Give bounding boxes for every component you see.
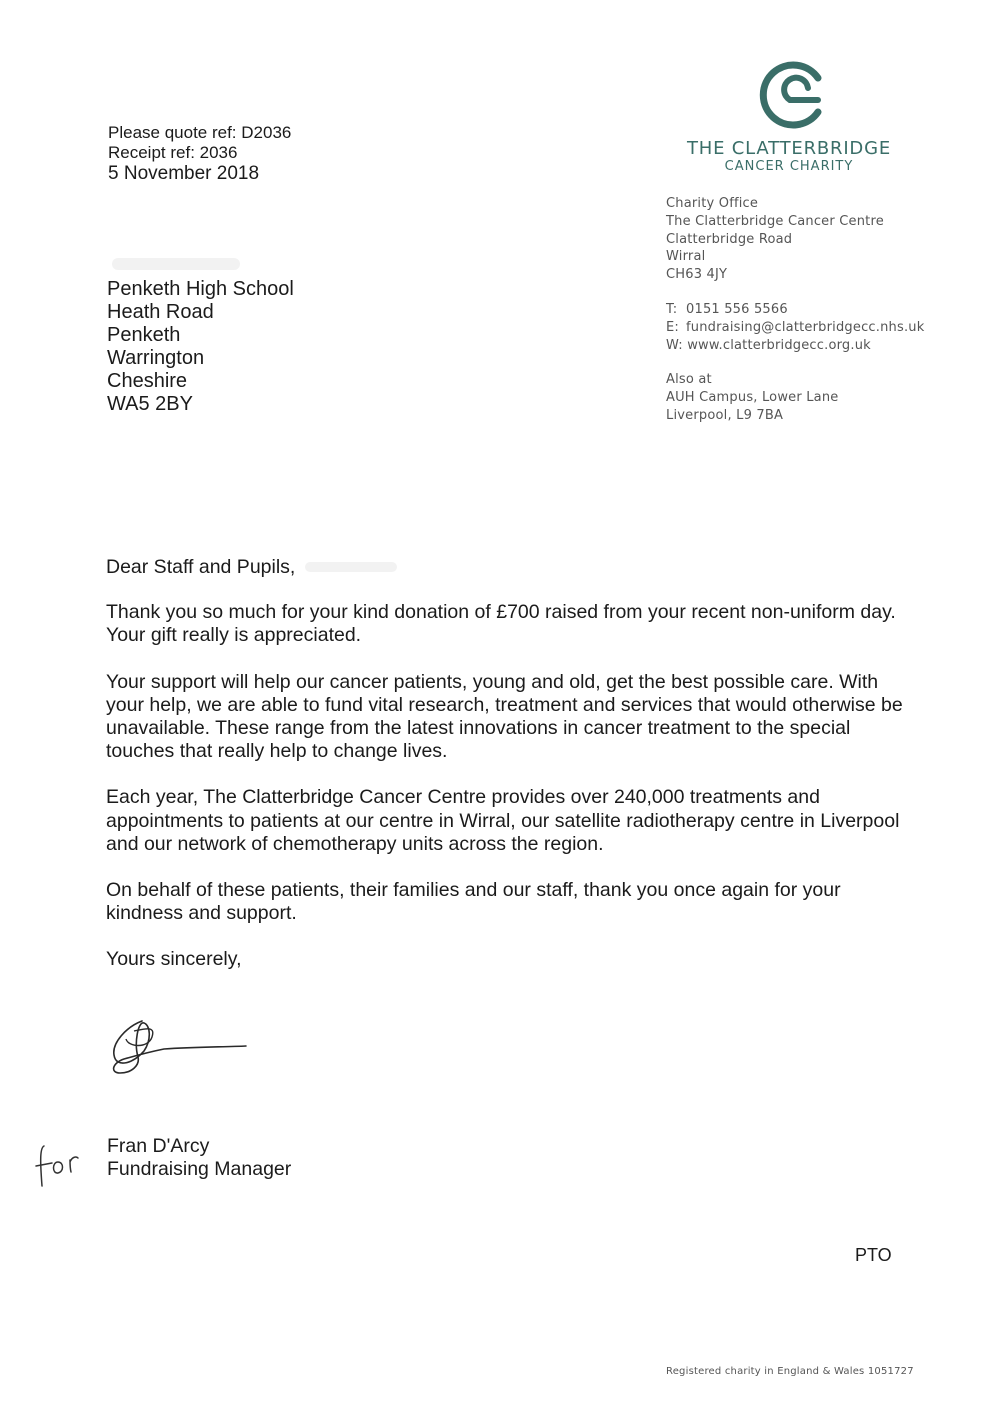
letter-date: 5 November 2018 bbox=[108, 163, 260, 184]
website-label: W: bbox=[666, 337, 683, 353]
salutation: Dear Staff and Pupils, bbox=[106, 556, 296, 578]
telephone-label: T: bbox=[666, 302, 678, 317]
office-line: The Clatterbridge Cancer Centre bbox=[666, 213, 884, 229]
signature-icon bbox=[104, 1013, 254, 1083]
email-label: E: bbox=[666, 319, 679, 335]
signer-name: Fran D'Arcy bbox=[107, 1135, 210, 1157]
recipient-line: Cheshire bbox=[107, 370, 188, 392]
telephone-row bbox=[666, 301, 924, 319]
body-paragraph: Each year, The Clatterbridge Cancer Centre provides over 240,000 treatments and appointments to patients at our centre in Wirral, our satellite radiotherapy centre in Liverpool and our network of chemotherapy units across the region. bbox=[106, 786, 900, 855]
office-address bbox=[666, 195, 884, 284]
website-url: www.clatterbridgecc.org.uk bbox=[687, 337, 871, 353]
organisation-name: THE CLATTERBRIDGE bbox=[686, 138, 892, 159]
body-paragraph: Thank you so much for your kind donation of £700 raised from your recent non-uniform day. Your gift really is appreciated. bbox=[106, 601, 896, 647]
email-address: fundraising@clatterbridgecc.nhs.uk bbox=[686, 319, 925, 335]
redacted-area bbox=[112, 258, 240, 270]
secondary-address bbox=[666, 371, 838, 424]
receipt-ref: Receipt ref: 2036 bbox=[108, 143, 238, 162]
letter-body bbox=[106, 556, 906, 995]
recipient-line: WA5 2BY bbox=[107, 393, 193, 415]
recipient-line: Heath Road bbox=[107, 301, 214, 323]
office-line: Clatterbridge Road bbox=[666, 231, 793, 247]
office-line: CH63 4JY bbox=[666, 267, 728, 283]
recipient-line: Penketh bbox=[107, 324, 181, 346]
website-row bbox=[666, 337, 924, 355]
also-at-line: Liverpool, L9 7BA bbox=[666, 407, 784, 423]
also-at-line: AUH Campus, Lower Lane bbox=[666, 389, 839, 405]
charity-logo-icon bbox=[752, 60, 828, 130]
handwritten-note-icon bbox=[30, 1140, 82, 1192]
email-row bbox=[666, 319, 924, 337]
contact-details bbox=[666, 301, 924, 354]
recipient-line: Penketh High School bbox=[107, 278, 294, 300]
page-turn-note: PTO bbox=[855, 1245, 892, 1265]
quote-ref: Please quote ref: D2036 bbox=[108, 123, 292, 142]
recipient-address bbox=[107, 278, 294, 416]
closing: Yours sincerely, bbox=[106, 948, 242, 971]
telephone-number: 0151 556 5566 bbox=[686, 302, 788, 317]
also-at-line: Also at bbox=[666, 372, 712, 387]
recipient-line: Warrington bbox=[107, 347, 205, 369]
reference-block bbox=[108, 123, 291, 185]
signer-block bbox=[107, 1135, 291, 1181]
organisation-subname: CANCER CHARITY bbox=[724, 159, 854, 174]
body-paragraph: Your support will help our cancer patients, young and old, get the best possible care. With your help, we are able to fund vital research, treatment and services that would otherwise be unavailable. These range from the latest innovations in cancer treatment to the special touches that really help to change lives. bbox=[106, 670, 903, 763]
signer-title: Fundraising Manager bbox=[107, 1158, 292, 1180]
body-paragraph: On behalf of these patients, their families and our staff, thank you once again for your kindness and support. bbox=[106, 879, 841, 925]
office-line: Wirral bbox=[666, 249, 706, 265]
registration-footer: Registered charity in England & Wales 1051727 bbox=[666, 1366, 914, 1377]
office-line: Charity Office bbox=[666, 196, 759, 211]
